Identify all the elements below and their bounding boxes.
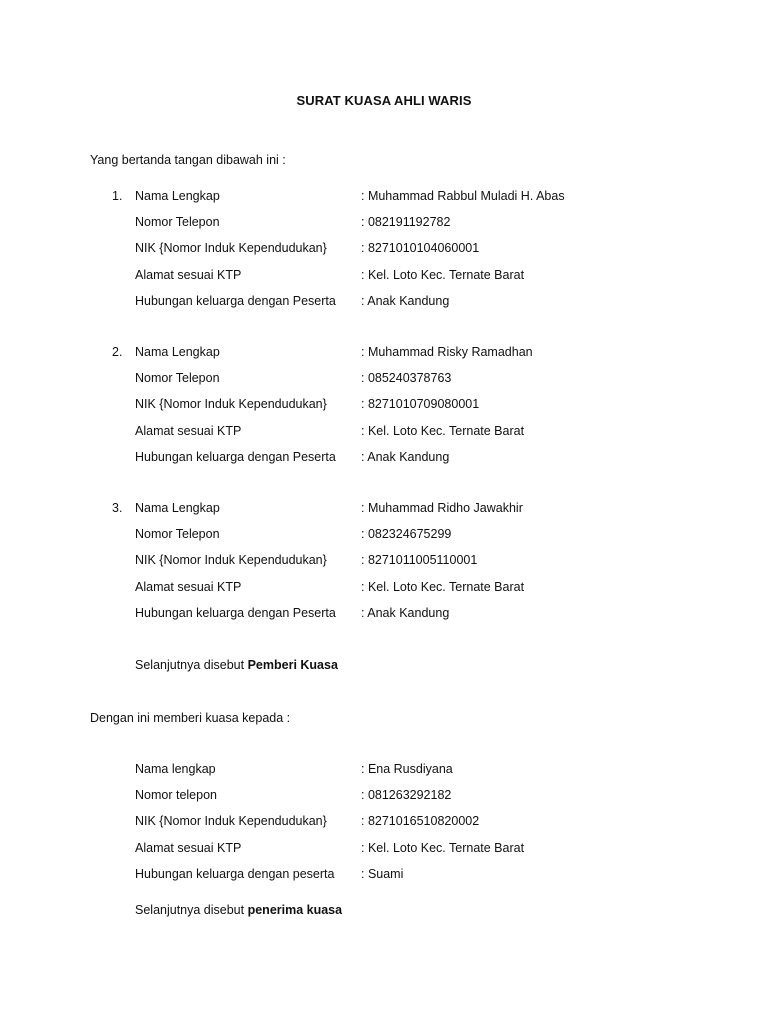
field-value: : 082191192782 <box>361 215 451 229</box>
note-prefix: Selanjutnya disebut <box>135 903 248 917</box>
field-value: : 8271016510820002 <box>361 814 480 828</box>
field-label: Nomor Telepon <box>135 371 220 385</box>
field-value: : Suami <box>361 867 404 881</box>
field-value: : 8271011005110001 <box>361 553 478 567</box>
list-number: 2. <box>112 345 123 359</box>
field-label: Nomor Telepon <box>135 215 220 229</box>
field-label: Nama Lengkap <box>135 501 220 515</box>
field-value: : 082324675299 <box>361 527 452 541</box>
field-value: : Anak Kandung <box>361 450 450 464</box>
field-row <box>0 450 768 468</box>
field-label: Nama Lengkap <box>135 345 220 359</box>
field-row <box>0 580 768 598</box>
note-prefix: Selanjutnya disebut <box>135 658 248 672</box>
note-emphasis: Pemberi Kuasa <box>247 658 338 672</box>
field-row <box>0 814 768 832</box>
field-label: Nomor Telepon <box>135 527 220 541</box>
field-row <box>0 294 768 312</box>
field-label: Nama lengkap <box>135 762 216 776</box>
field-row <box>0 841 768 859</box>
field-row <box>0 424 768 442</box>
field-value: : Muhammad Ridho Jawakhir <box>361 501 523 515</box>
field-value: : 8271010104060001 <box>361 241 480 255</box>
field-label: Hubungan keluarga dengan Peserta <box>135 294 336 308</box>
pemberi-kuasa-note <box>135 658 338 672</box>
field-value: : 081263292182 <box>361 788 452 802</box>
field-value: : Kel. Loto Kec. Ternate Barat <box>361 268 525 282</box>
document-title: SURAT KUASA AHLI WARIS <box>296 93 472 108</box>
field-value: : Muhammad Rabbul Muladi H. Abas <box>361 189 565 203</box>
field-label: Hubungan keluarga dengan Peserta <box>135 450 336 464</box>
field-row <box>0 606 768 624</box>
field-row <box>0 527 768 545</box>
field-label: NIK {Nomor Induk Kependudukan} <box>135 241 327 255</box>
field-label: Nama Lengkap <box>135 189 220 203</box>
field-value: : Kel. Loto Kec. Ternate Barat <box>361 841 525 855</box>
field-row <box>0 345 768 363</box>
field-label: Alamat sesuai KTP <box>135 424 242 438</box>
field-row <box>0 215 768 233</box>
field-label: Alamat sesuai KTP <box>135 841 242 855</box>
field-row <box>0 189 768 207</box>
field-label: Nomor telepon <box>135 788 217 802</box>
field-value: : Kel. Loto Kec. Ternate Barat <box>361 424 525 438</box>
field-value: : Muhammad Risky Ramadhan <box>361 345 533 359</box>
field-label: Alamat sesuai KTP <box>135 268 242 282</box>
field-label: NIK {Nomor Induk Kependudukan} <box>135 814 327 828</box>
intro-text: Yang bertanda tangan dibawah ini : <box>90 153 286 167</box>
field-row <box>0 501 768 519</box>
field-row <box>0 553 768 571</box>
field-label: Alamat sesuai KTP <box>135 580 242 594</box>
field-row <box>0 371 768 389</box>
field-value: : 8271010709080001 <box>361 397 480 411</box>
field-value: : 085240378763 <box>361 371 452 385</box>
note-emphasis: penerima kuasa <box>247 903 343 917</box>
field-label: NIK {Nomor Induk Kependudukan} <box>135 553 327 567</box>
intro-penerima-text: Dengan ini memberi kuasa kepada : <box>90 711 291 725</box>
field-row <box>0 867 768 885</box>
field-row <box>0 762 768 780</box>
field-row <box>0 241 768 259</box>
field-row <box>0 788 768 806</box>
field-label: Hubungan keluarga dengan Peserta <box>135 606 336 620</box>
penerima-kuasa-note <box>135 903 342 917</box>
field-label: NIK {Nomor Induk Kependudukan} <box>135 397 327 411</box>
field-value: : Kel. Loto Kec. Ternate Barat <box>361 580 525 594</box>
field-value: : Anak Kandung <box>361 606 450 620</box>
field-row <box>0 397 768 415</box>
field-value: : Ena Rusdiyana <box>361 762 453 776</box>
field-value: : Anak Kandung <box>361 294 450 308</box>
field-label: Hubungan keluarga dengan peserta <box>135 867 335 881</box>
field-row <box>0 268 768 286</box>
list-number: 3. <box>112 501 123 515</box>
list-number: 1. <box>112 189 123 203</box>
